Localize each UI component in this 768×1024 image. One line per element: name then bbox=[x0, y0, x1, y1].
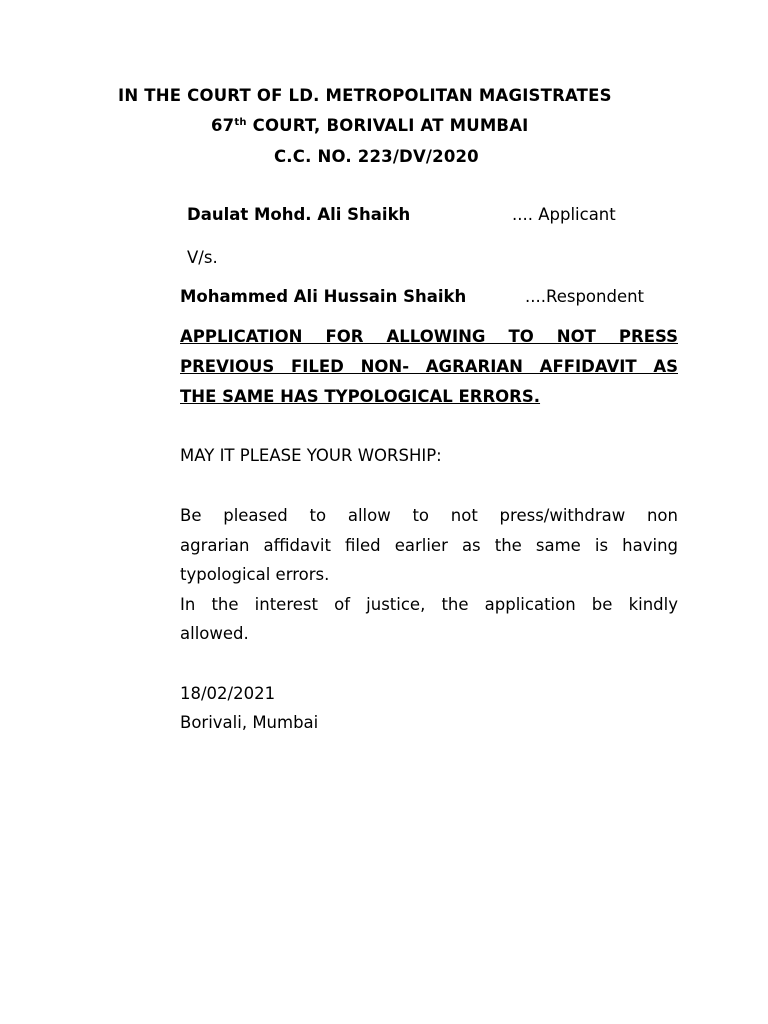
court-heading: IN THE COURT OF LD. METROPOLITAN MAGISTRATES bbox=[118, 86, 612, 105]
respondent-role: ....Respondent bbox=[525, 287, 645, 306]
applicant-role: .... Applicant bbox=[512, 205, 616, 224]
filing-date: 18/02/2021 bbox=[180, 684, 276, 703]
versus-label: V/s. bbox=[187, 248, 218, 267]
body-line: allowed. bbox=[180, 624, 249, 643]
respondent-name: Mohammed Ali Hussain Shaikh bbox=[180, 287, 467, 306]
applicant-name: Daulat Mohd. Ali Shaikh bbox=[187, 205, 411, 224]
application-title-line: THE SAME HAS TYPOLOGICAL ERRORS. bbox=[180, 387, 541, 406]
body-line: In the interest of justice, the application be kindly bbox=[180, 595, 678, 614]
body-line: agrarian affidavit filed earlier as the same is having bbox=[180, 536, 678, 555]
case-number: C.C. NO. 223/DV/2020 bbox=[274, 147, 479, 166]
court-number: 67 bbox=[211, 116, 235, 135]
court-number-suffix: th bbox=[234, 117, 247, 128]
salutation: MAY IT PLEASE YOUR WORSHIP: bbox=[180, 446, 442, 465]
court-location: COURT, BORIVALI AT MUMBAI bbox=[246, 116, 529, 135]
body-line: typological errors. bbox=[180, 565, 330, 584]
court-subheading bbox=[211, 116, 529, 135]
body-line: Be pleased to allow to not press/withdraw non bbox=[180, 506, 678, 525]
filing-place: Borivali, Mumbai bbox=[180, 713, 319, 732]
application-title-line: PREVIOUS FILED NON- AGRARIAN AFFIDAVIT AS bbox=[180, 357, 678, 376]
application-title-line: APPLICATION FOR ALLOWING TO NOT PRESS bbox=[180, 327, 678, 346]
